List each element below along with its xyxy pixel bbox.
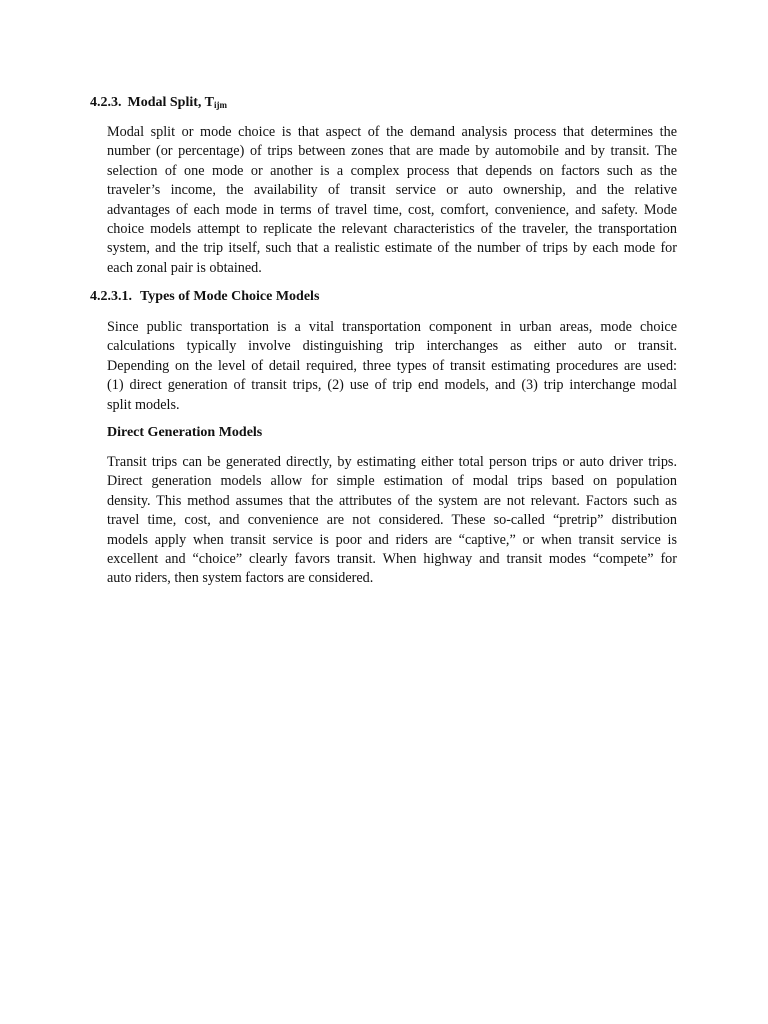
paragraph-line: density. This method assumes that the attributes of the system are not relevant. Factors such as — [107, 492, 677, 509]
subsection-title: Types of Mode Choice Models — [140, 289, 320, 304]
section-title: Modal Split, T — [127, 95, 214, 110]
subsection-paragraph — [107, 318, 677, 415]
paragraph-line: traveler’s income, the availability of transit service or auto ownership, and the relative — [107, 182, 677, 199]
direct-generation-heading: Direct Generation Models — [107, 425, 263, 440]
section-heading — [90, 94, 227, 112]
section-title-subscript: ijm — [214, 100, 227, 110]
paragraph-line: split models. — [107, 396, 180, 413]
paragraph-line: (1) direct generation of transit trips, (2) use of trip end models, and (3) trip interchange modal — [107, 377, 677, 394]
paragraph-line: choice models attempt to replicate the relevant characteristics of the traveler, the transportation — [107, 221, 677, 238]
paragraph-line: models apply when transit service is poor and riders are “captive,” or when transit service is — [107, 531, 677, 548]
direct-generation-paragraph — [107, 453, 677, 589]
paragraph-line: selection of one mode or another is a complex process that depends on factors such as the — [107, 162, 677, 179]
paragraph-line: Depending on the level of detail required, three types of transit estimating procedures are used: — [107, 357, 677, 374]
paragraph-line: each zonal pair is obtained. — [107, 259, 262, 276]
paragraph-line: travel time, cost, and convenience are not considered. These so-called “pretrip” distribution — [107, 512, 677, 529]
paragraph-line: Transit trips can be generated directly, by estimating either total person trips or auto driver trips. — [107, 454, 677, 470]
subsection-heading — [90, 288, 319, 306]
paragraph-line: Direct generation models allow for simple estimation of modal trips based on population — [107, 473, 677, 490]
paragraph-line: excellent and “choice” clearly favors transit. When highway and transit modes “compete” for — [107, 551, 677, 568]
subsection-number: 4.2.3.1. — [90, 289, 132, 304]
paragraph-line: Modal split or mode choice is that aspect of the demand analysis process that determines the — [107, 124, 677, 140]
paragraph-line: calculations typically involve distinguishing trip interchanges as either auto or transit. — [107, 338, 677, 355]
paragraph-line: advantages of each mode in terms of travel time, cost, comfort, convenience, and safety. Mode — [107, 201, 677, 218]
section-paragraph — [107, 123, 677, 278]
paragraph-line: auto riders, then system factors are considered. — [107, 570, 374, 587]
paragraph-line: system, and the trip itself, such that a realistic estimate of the number of trips by each mode for — [107, 240, 677, 257]
paragraph-line: Since public transportation is a vital transportation component in urban areas, mode choice — [107, 319, 677, 335]
section-number: 4.2.3. — [90, 95, 122, 110]
paragraph-line: number (or percentage) of trips between zones that are made by automobile and by transit. The — [107, 143, 677, 160]
